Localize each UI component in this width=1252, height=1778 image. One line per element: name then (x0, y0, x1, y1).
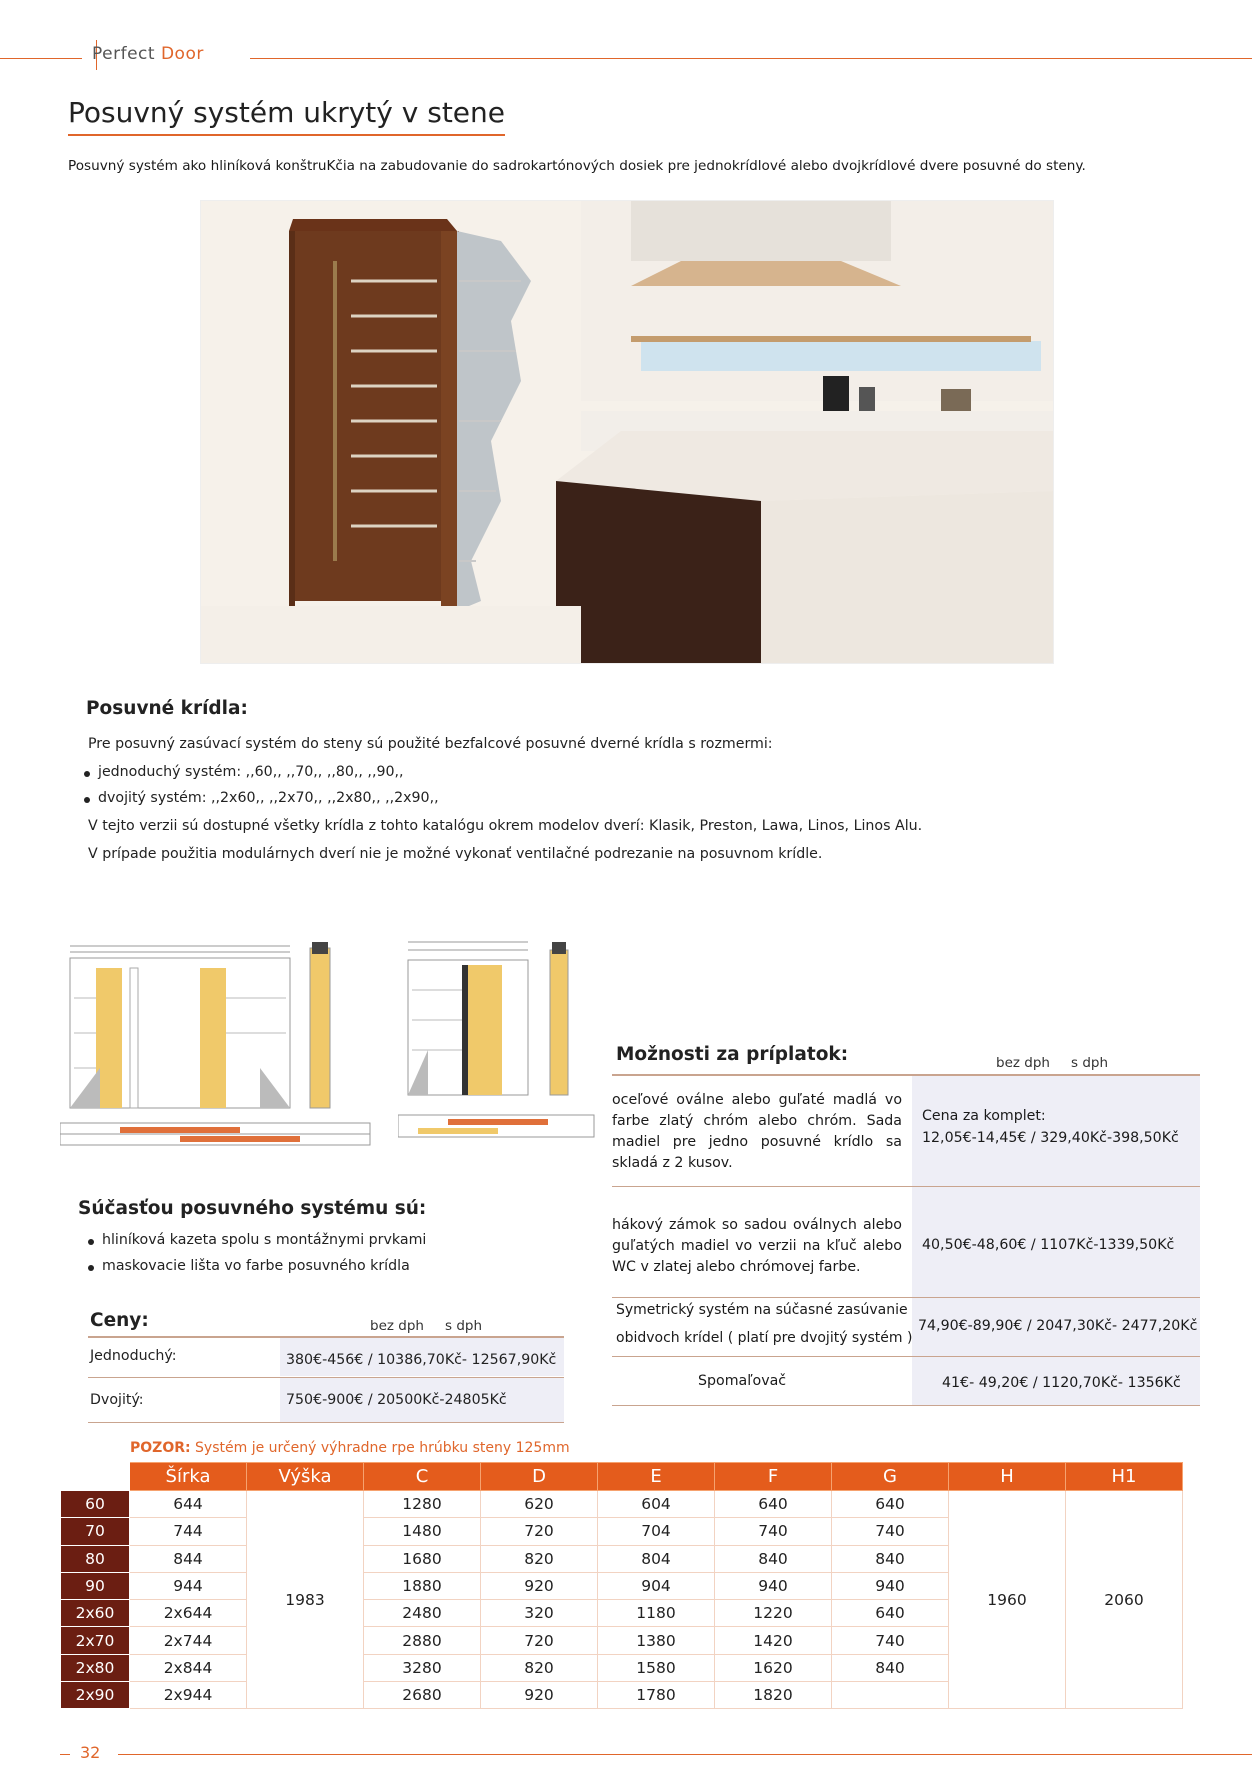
option-desc: Spomaľovač (698, 1373, 787, 1389)
intro-text: Posuvný systém ako hliníková konštruKčia na zabudovanie do sadrokartónových dosiek pre jednokrídlové alebo dvojkrídlové dvere posuvné do steny. (68, 158, 1086, 174)
header-rule-right (250, 58, 1252, 59)
cell-h1: 2060 (1066, 1491, 1183, 1709)
cell-e: 1180 (598, 1600, 715, 1627)
price-label-double: Dvojitý: (90, 1392, 144, 1408)
table-row (61, 1491, 1183, 1518)
options-heading: Možnosti za príplatok: (616, 1044, 849, 1065)
cell-e: 704 (598, 1518, 715, 1545)
cell-g (832, 1682, 949, 1709)
warning-note (130, 1440, 570, 1456)
title-underline (68, 134, 505, 136)
row-label: 60 (61, 1491, 130, 1518)
component-item: maskovacie lišta vo farbe posuvného krídla (102, 1258, 410, 1274)
header-blank (61, 1463, 130, 1491)
footer-rule-left (60, 1754, 70, 1755)
cell-e: 1380 (598, 1627, 715, 1654)
cell-f: 1420 (715, 1627, 832, 1654)
cell-g: 740 (832, 1627, 949, 1654)
row-label: 2x70 (61, 1627, 130, 1654)
models-note: V tejto verzii sú dostupné všetky krídla z tohto katalógu okrem modelov dverí: Klasik, Preston, Lawa, Linos, Linos Alu. (88, 818, 923, 834)
brand-perfect: Perfect (92, 44, 156, 64)
row-label: 80 (61, 1545, 130, 1572)
options-col-net: bez dph (996, 1055, 1050, 1071)
cell-sirka: 644 (130, 1491, 247, 1518)
cell-c: 1880 (364, 1572, 481, 1599)
footer-rule (118, 1754, 1252, 1755)
cell-sirka: 944 (130, 1572, 247, 1599)
cell-g: 640 (832, 1600, 949, 1627)
single-system-item: jednoduchý systém: ,,60,, ,,70,, ,,80,, ,,90,, (98, 764, 404, 780)
option-row-damper (612, 1357, 1200, 1406)
header-c: C (364, 1463, 481, 1491)
row-label: 2x80 (61, 1654, 130, 1681)
cell-c: 2480 (364, 1600, 481, 1627)
header-d: D (481, 1463, 598, 1491)
cell-f: 840 (715, 1545, 832, 1572)
double-system-drawing (398, 930, 608, 1160)
row-label: 90 (61, 1572, 130, 1599)
page-title: Posuvný systém ukrytý v stene (68, 96, 505, 129)
option-row-lock (612, 1187, 1200, 1298)
dimensions-table (60, 1462, 1183, 1709)
cell-f: 940 (715, 1572, 832, 1599)
options-col-gross: s dph (1071, 1055, 1109, 1071)
row-label: 2x90 (61, 1682, 130, 1709)
cell-e: 804 (598, 1545, 715, 1572)
cell-e: 904 (598, 1572, 715, 1599)
row-label: 70 (61, 1518, 130, 1545)
kitchen-door-illustration (201, 201, 1053, 663)
option-desc-line2: obidvoch krídel ( platí pre dvojitý systém ) (616, 1330, 913, 1346)
double-system-item: dvojitý systém: ,,2x60,, ,,2x70,, ,,2x80,, ,,2x90,, (98, 790, 439, 806)
option-price-cell (912, 1076, 1200, 1186)
cell-c: 1480 (364, 1518, 481, 1545)
sliding-lead: Pre posuvný zasúvací systém do steny sú použité bezfalcové posuvné dverné krídla s rozmermi: (88, 736, 773, 752)
cell-f: 640 (715, 1491, 832, 1518)
option-desc-line1: Symetrický systém na súčasné zasúvanie (616, 1302, 908, 1318)
option-price-label: Cena za komplet: (922, 1108, 1046, 1124)
cell-f: 1620 (715, 1654, 832, 1681)
option-price: 74,90€-89,90€ / 2047,30Kč- 2477,20Kč (918, 1318, 1198, 1334)
price-value-double: 750€-900€ / 20500Kč-24805Kč (286, 1392, 507, 1408)
cell-c: 3280 (364, 1654, 481, 1681)
option-price: 12,05€-14,45€ / 329,40Kč-398,50Kč (922, 1130, 1179, 1146)
header-h: H (949, 1463, 1066, 1491)
option-price-cell (912, 1298, 1200, 1356)
prices-col-gross: s dph (445, 1318, 483, 1334)
cell-f: 1820 (715, 1682, 832, 1709)
cell-vyska: 1983 (247, 1491, 364, 1709)
cell-d: 820 (481, 1545, 598, 1572)
component-item: hliníková kazeta spolu s montážnymi prvkami (102, 1232, 427, 1248)
cell-sirka: 744 (130, 1518, 247, 1545)
option-price-cell (912, 1357, 1200, 1405)
cell-g: 940 (832, 1572, 949, 1599)
price-label-single: Jednoduchý: (90, 1348, 177, 1364)
sliding-heading: Posuvné krídla: (86, 698, 248, 719)
option-price: 41€- 49,20€ / 1120,70Kč- 1356Kč (942, 1375, 1181, 1391)
row-label: 2x60 (61, 1600, 130, 1627)
header-vyska: Výška (247, 1463, 364, 1491)
header-g: G (832, 1463, 949, 1491)
cell-e: 1580 (598, 1654, 715, 1681)
option-row-symmetric (612, 1298, 1200, 1357)
header-rule-left (0, 58, 82, 59)
cell-c: 2880 (364, 1627, 481, 1654)
cell-f: 740 (715, 1518, 832, 1545)
prices-heading: Ceny: (90, 1310, 149, 1331)
double-drawing-svg (398, 930, 608, 1160)
prices-bottom-rule (88, 1422, 564, 1423)
header-e: E (598, 1463, 715, 1491)
cell-f: 1220 (715, 1600, 832, 1627)
cell-d: 920 (481, 1572, 598, 1599)
header-f: F (715, 1463, 832, 1491)
cell-g: 840 (832, 1654, 949, 1681)
option-desc: oceľové oválne alebo guľaté madlá vo farbe zlatý chróm alebo chróm. Sada madiel pre jedno posuvné krídlo sa skladá z 2 kusov. (612, 1092, 902, 1171)
cell-g: 740 (832, 1518, 949, 1545)
cell-d: 720 (481, 1627, 598, 1654)
warning-label: POZOR: (130, 1440, 191, 1456)
cell-h: 1960 (949, 1491, 1066, 1709)
option-row-handles (612, 1076, 1200, 1187)
cell-d: 720 (481, 1518, 598, 1545)
cell-d: 920 (481, 1682, 598, 1709)
cell-c: 1680 (364, 1545, 481, 1572)
cell-sirka: 844 (130, 1545, 247, 1572)
cell-d: 320 (481, 1600, 598, 1627)
table-header-row (61, 1463, 1183, 1491)
warning-text: Systém je určený výhradne rpe hrúbku steny 125mm (190, 1440, 570, 1456)
cell-d: 620 (481, 1491, 598, 1518)
brand-door: Door (160, 44, 204, 64)
product-photo (200, 200, 1054, 664)
brand-logo (92, 44, 204, 64)
cell-e: 604 (598, 1491, 715, 1518)
single-drawing-svg (60, 938, 380, 1168)
header-sirka: Šírka (130, 1463, 247, 1491)
cell-sirka: 2x944 (130, 1682, 247, 1709)
prices-col-net: bez dph (370, 1318, 424, 1334)
cell-c: 2680 (364, 1682, 481, 1709)
cell-sirka: 2x844 (130, 1654, 247, 1681)
option-desc: hákový zámok so sadou oválnych alebo guľatých madiel vo verzii na kľuč alebo WC v zlatej alebo chrómovej farbe. (612, 1217, 902, 1275)
cell-sirka: 2x644 (130, 1600, 247, 1627)
ventilation-note: V prípade použitia modulárnych dverí nie je možné vykonať ventilačné podrezanie na posuvnom krídle. (88, 846, 823, 862)
cell-g: 840 (832, 1545, 949, 1572)
cell-e: 1780 (598, 1682, 715, 1709)
option-price-cell (912, 1187, 1200, 1297)
components-heading: Súčasťou posuvného systému sú: (78, 1198, 427, 1219)
price-value-single: 380€-456€ / 10386,70Kč- 12567,90Kč (286, 1352, 557, 1368)
cell-sirka: 2x744 (130, 1627, 247, 1654)
page-number: 32 (80, 1743, 101, 1762)
header-h1: H1 (1066, 1463, 1183, 1491)
cell-d: 820 (481, 1654, 598, 1681)
cell-g: 640 (832, 1491, 949, 1518)
cell-c: 1280 (364, 1491, 481, 1518)
single-system-drawing (60, 938, 380, 1168)
option-price: 40,50€-48,60€ / 1107Kč-1339,50Kč (922, 1237, 1175, 1253)
